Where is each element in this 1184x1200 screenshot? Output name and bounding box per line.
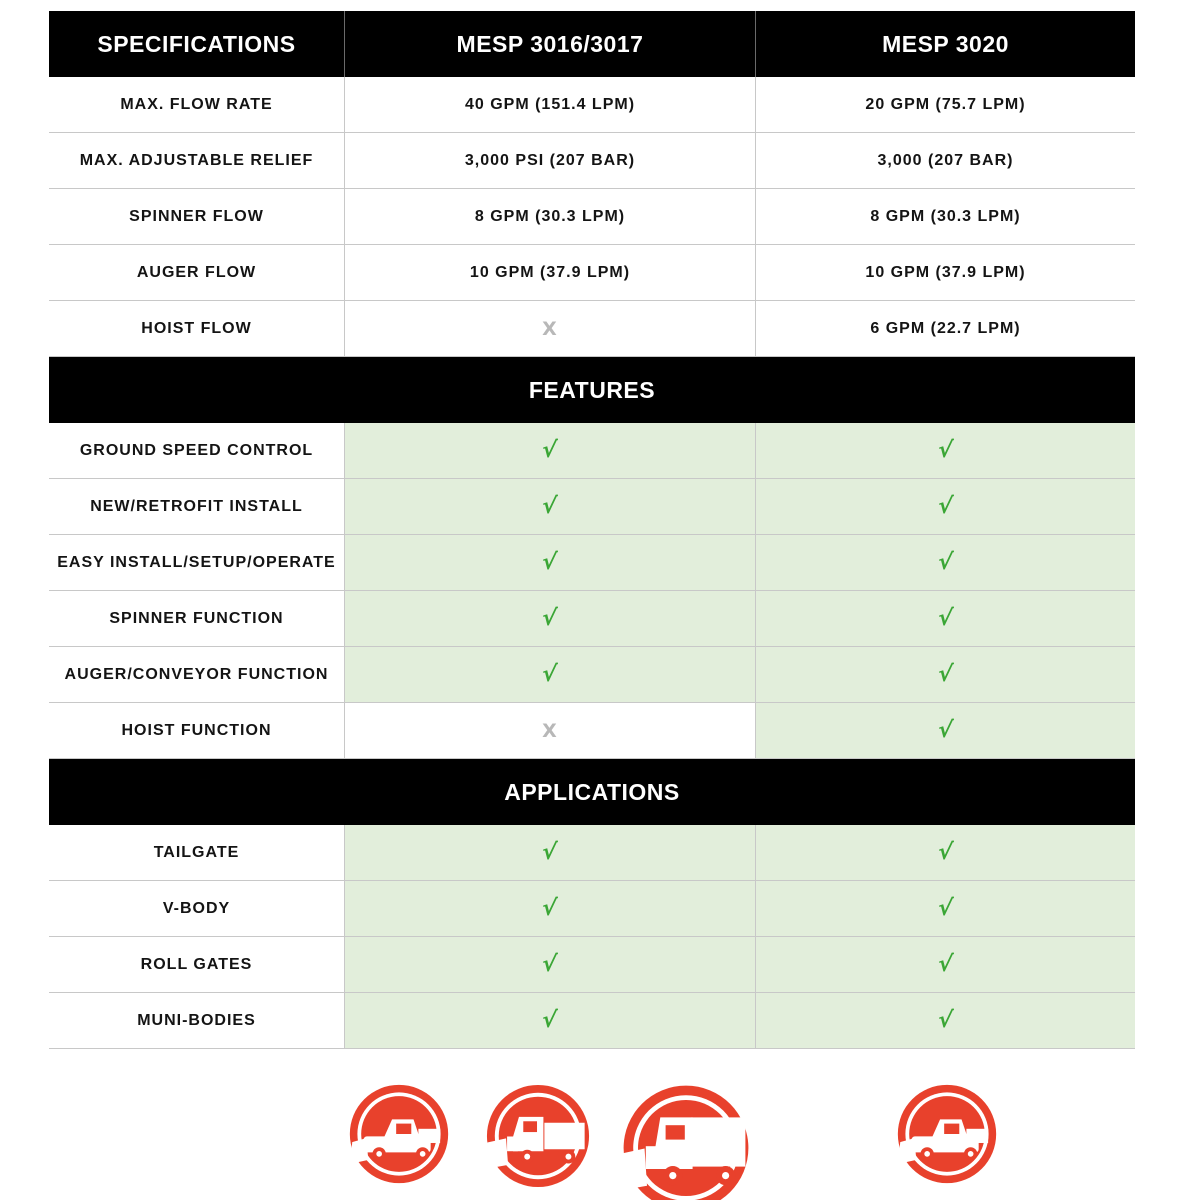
row-label: HOIST FLOW	[49, 301, 345, 356]
check-mark-icon: √	[936, 718, 955, 743]
row-label: NEW/RETROFIT INSTALL	[49, 479, 345, 534]
check-mark-icon: √	[936, 494, 955, 519]
cross-mark-icon: X	[542, 719, 558, 742]
row-label: SPINNER FUNCTION	[49, 591, 345, 646]
table-row	[49, 825, 1135, 881]
mesp-3016-3017-value	[345, 647, 756, 702]
mesp-3016-3017-value	[345, 423, 756, 478]
table-row	[49, 535, 1135, 591]
check-mark-icon: √	[540, 438, 560, 463]
row-label: ROLL GATES	[49, 937, 345, 992]
mesp-3020-value	[756, 591, 1135, 646]
header-mesp-3020: MESP 3020	[882, 30, 1009, 57]
header-specifications: SPECIFICATIONS	[49, 11, 345, 77]
mesp-3016-3017-value: 10 GPM (37.9 LPM)	[345, 245, 756, 300]
cross-mark-icon: X	[542, 317, 558, 340]
row-label: HOIST FUNCTION	[49, 703, 345, 758]
check-mark-icon: √	[936, 438, 955, 463]
mesp-3020-value	[756, 479, 1135, 534]
check-mark-icon: √	[540, 494, 560, 519]
mesp-3016-3017-value	[345, 993, 756, 1048]
applications-rows	[49, 825, 1135, 1049]
table-row	[49, 479, 1135, 535]
mesp-3016-3017-value: 40 GPM (151.4 LPM)	[345, 77, 756, 132]
row-label: V-BODY	[49, 881, 345, 936]
check-mark-icon: √	[936, 1008, 955, 1033]
truck-icons	[0, 1080, 1184, 1200]
mesp-3020-value	[756, 881, 1135, 936]
check-mark-icon: √	[936, 606, 955, 631]
mesp-3016-3017-value	[345, 535, 756, 590]
mesp-3020-value: 6 GPM (22.7 LPM)	[870, 319, 1021, 337]
check-mark-icon: √	[540, 840, 560, 865]
row-label: MAX. ADJUSTABLE RELIEF	[49, 133, 345, 188]
check-mark-icon: √	[540, 662, 560, 687]
row-label: MUNI-BODIES	[49, 993, 345, 1048]
check-mark-icon: √	[936, 840, 955, 865]
specifications-rows	[49, 77, 1135, 357]
table-row	[49, 301, 1135, 357]
row-label: MAX. FLOW RATE	[49, 77, 345, 132]
table-row	[49, 993, 1135, 1049]
mesp-3016-3017-value	[345, 479, 756, 534]
comparison-table	[49, 11, 1135, 1049]
row-label: GROUND SPEED CONTROL	[49, 423, 345, 478]
pickup-plow-truck-icon	[895, 1082, 999, 1191]
mesp-3020-value	[756, 703, 1135, 758]
check-mark-icon: √	[540, 550, 560, 575]
mesp-3020-value	[756, 993, 1135, 1048]
table-row	[49, 881, 1135, 937]
table-row	[49, 189, 1135, 245]
check-mark-icon: √	[936, 896, 955, 921]
table-row	[49, 591, 1135, 647]
table-row	[49, 133, 1135, 189]
mesp-3020-value: 3,000 (207 BAR)	[877, 151, 1014, 169]
table-row	[49, 647, 1135, 703]
mesp-3020-value	[756, 647, 1135, 702]
mesp-3020-value: 8 GPM (30.3 LPM)	[870, 207, 1021, 225]
mesp-3016-3017-value: 8 GPM (30.3 LPM)	[345, 189, 756, 244]
mesp-3016-3017-value	[345, 881, 756, 936]
check-mark-icon: √	[936, 662, 955, 687]
check-mark-icon: √	[936, 550, 955, 575]
row-label: SPINNER FLOW	[49, 189, 345, 244]
table-row	[49, 245, 1135, 301]
check-mark-icon: √	[540, 952, 560, 977]
mesp-3020-value: 10 GPM (37.9 LPM)	[865, 263, 1026, 281]
applications-heading: APPLICATIONS	[49, 759, 1135, 825]
table-row	[49, 703, 1135, 759]
mesp-3020-value: 20 GPM (75.7 LPM)	[865, 95, 1026, 113]
dump-plow-truck-icon	[484, 1082, 592, 1195]
row-label: AUGER FLOW	[49, 245, 345, 300]
row-label: EASY INSTALL/SETUP/OPERATE	[49, 535, 345, 590]
check-mark-icon: √	[540, 1008, 560, 1033]
large-plow-truck-icon	[620, 1082, 752, 1200]
mesp-3016-3017-value	[345, 591, 756, 646]
mesp-3016-3017-value	[345, 301, 756, 356]
mesp-3020-value	[756, 937, 1135, 992]
mesp-3016-3017-value	[345, 703, 756, 758]
check-mark-icon: √	[540, 606, 560, 631]
features-rows	[49, 423, 1135, 759]
table-row	[49, 937, 1135, 993]
mesp-3016-3017-value: 3,000 PSI (207 BAR)	[345, 133, 756, 188]
row-label: AUGER/CONVEYOR FUNCTION	[49, 647, 345, 702]
table-header	[49, 11, 1135, 77]
mesp-3020-value	[756, 535, 1135, 590]
table-row	[49, 77, 1135, 133]
mesp-3020-value	[756, 825, 1135, 880]
mesp-3016-3017-value	[345, 825, 756, 880]
features-heading: FEATURES	[49, 357, 1135, 423]
row-label: TAILGATE	[49, 825, 345, 880]
pickup-plow-truck-icon	[347, 1082, 451, 1191]
table-row	[49, 423, 1135, 479]
header-mesp-3016-3017: MESP 3016/3017	[345, 11, 756, 77]
check-mark-icon: √	[540, 896, 560, 921]
mesp-3016-3017-value	[345, 937, 756, 992]
check-mark-icon: √	[936, 952, 955, 977]
mesp-3020-value	[756, 423, 1135, 478]
